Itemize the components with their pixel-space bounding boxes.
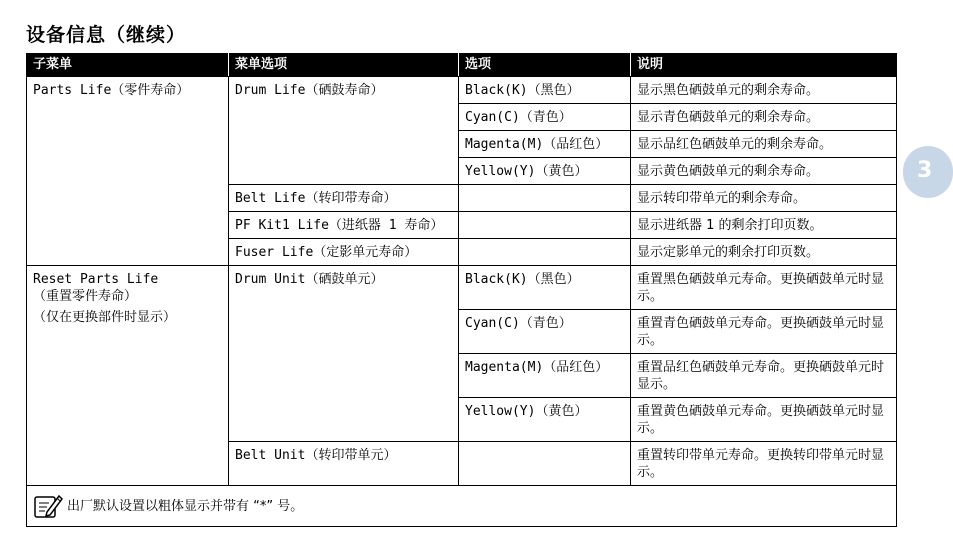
menu-fuser-life: Fuser Life（定影单元寿命） [229,239,459,266]
header-option: 选项 [459,54,631,77]
desc-magenta: 显示品红色硒鼓单元的剩余寿命。 [631,131,897,158]
option-empty [459,212,631,239]
desc-yellow: 显示黄色硒鼓单元的剩余寿命。 [631,158,897,185]
desc-reset-magenta: 重置品红色硒鼓单元寿命。更换硒鼓单元时显示。 [631,354,897,398]
option-magenta: Magenta(M)（品红色） [459,354,631,398]
submenu-reset-parts-life [27,266,229,486]
chapter-number: 3 [917,158,933,183]
menu-pf-kit1-life: PF Kit1 Life（进纸器 1 寿命） [229,212,459,239]
note-row [27,486,897,527]
desc-fuser-life: 显示定影单元的剩余打印页数。 [631,239,897,266]
desc-reset-black: 重置黑色硒鼓单元寿命。更换硒鼓单元时显示。 [631,266,897,310]
option-black: Black(K)（黑色） [459,77,631,104]
option-yellow: Yellow(Y)（黄色） [459,398,631,442]
desc-pf-kit1-life: 显示进纸器 1 的剩余打印页数。 [631,212,897,239]
option-empty [459,442,631,486]
table-row [27,77,897,104]
submenu-reset-cn: （重置零件寿命） [33,289,138,304]
option-magenta: Magenta(M)（品红色） [459,131,631,158]
desc-reset-cyan: 重置青色硒鼓单元寿命。更换硒鼓单元时显示。 [631,310,897,354]
option-cyan: Cyan(C)（青色） [459,104,631,131]
desc-reset-yellow: 重置黄色硒鼓单元寿命。更换硒鼓单元时显示。 [631,398,897,442]
page-title: 设备信息（继续） [26,24,187,46]
option-empty [459,185,631,212]
option-empty [459,239,631,266]
option-yellow: Yellow(Y)（黄色） [459,158,631,185]
desc-cyan: 显示青色硒鼓单元的剩余寿命。 [631,104,897,131]
note-pencil-icon [33,492,63,520]
menu-drum-unit: Drum Unit（硒鼓单元） [229,266,459,442]
table-header-row [27,54,897,77]
option-black: Black(K)（黑色） [459,266,631,310]
header-submenu: 子菜单 [27,54,229,77]
submenu-reset-label: Reset Parts Life [33,272,159,287]
note-text: 出厂默认设置以粗体显示并带有 “*” 号。 [67,498,304,514]
submenu-reset-note: （仅在更换部件时显示） [33,310,177,325]
table-row [27,266,897,310]
menu-drum-life: Drum Life（硒鼓寿命） [229,77,459,185]
desc-black: 显示黑色硒鼓单元的剩余寿命。 [631,77,897,104]
note-cell [27,486,897,527]
desc-reset-belt: 重置转印带单元寿命。更换转印带单元时显示。 [631,442,897,486]
menu-belt-life: Belt Life（转印带寿命） [229,185,459,212]
header-description: 说明 [631,54,897,77]
chapter-tab [903,146,953,198]
menu-belt-unit: Belt Unit（转印带单元） [229,442,459,486]
desc-belt-life: 显示转印带单元的剩余寿命。 [631,185,897,212]
menu-table [26,53,897,527]
submenu-parts-life: Parts Life（零件寿命） [27,77,229,266]
header-menu-option: 菜单选项 [229,54,459,77]
option-cyan: Cyan(C)（青色） [459,310,631,354]
